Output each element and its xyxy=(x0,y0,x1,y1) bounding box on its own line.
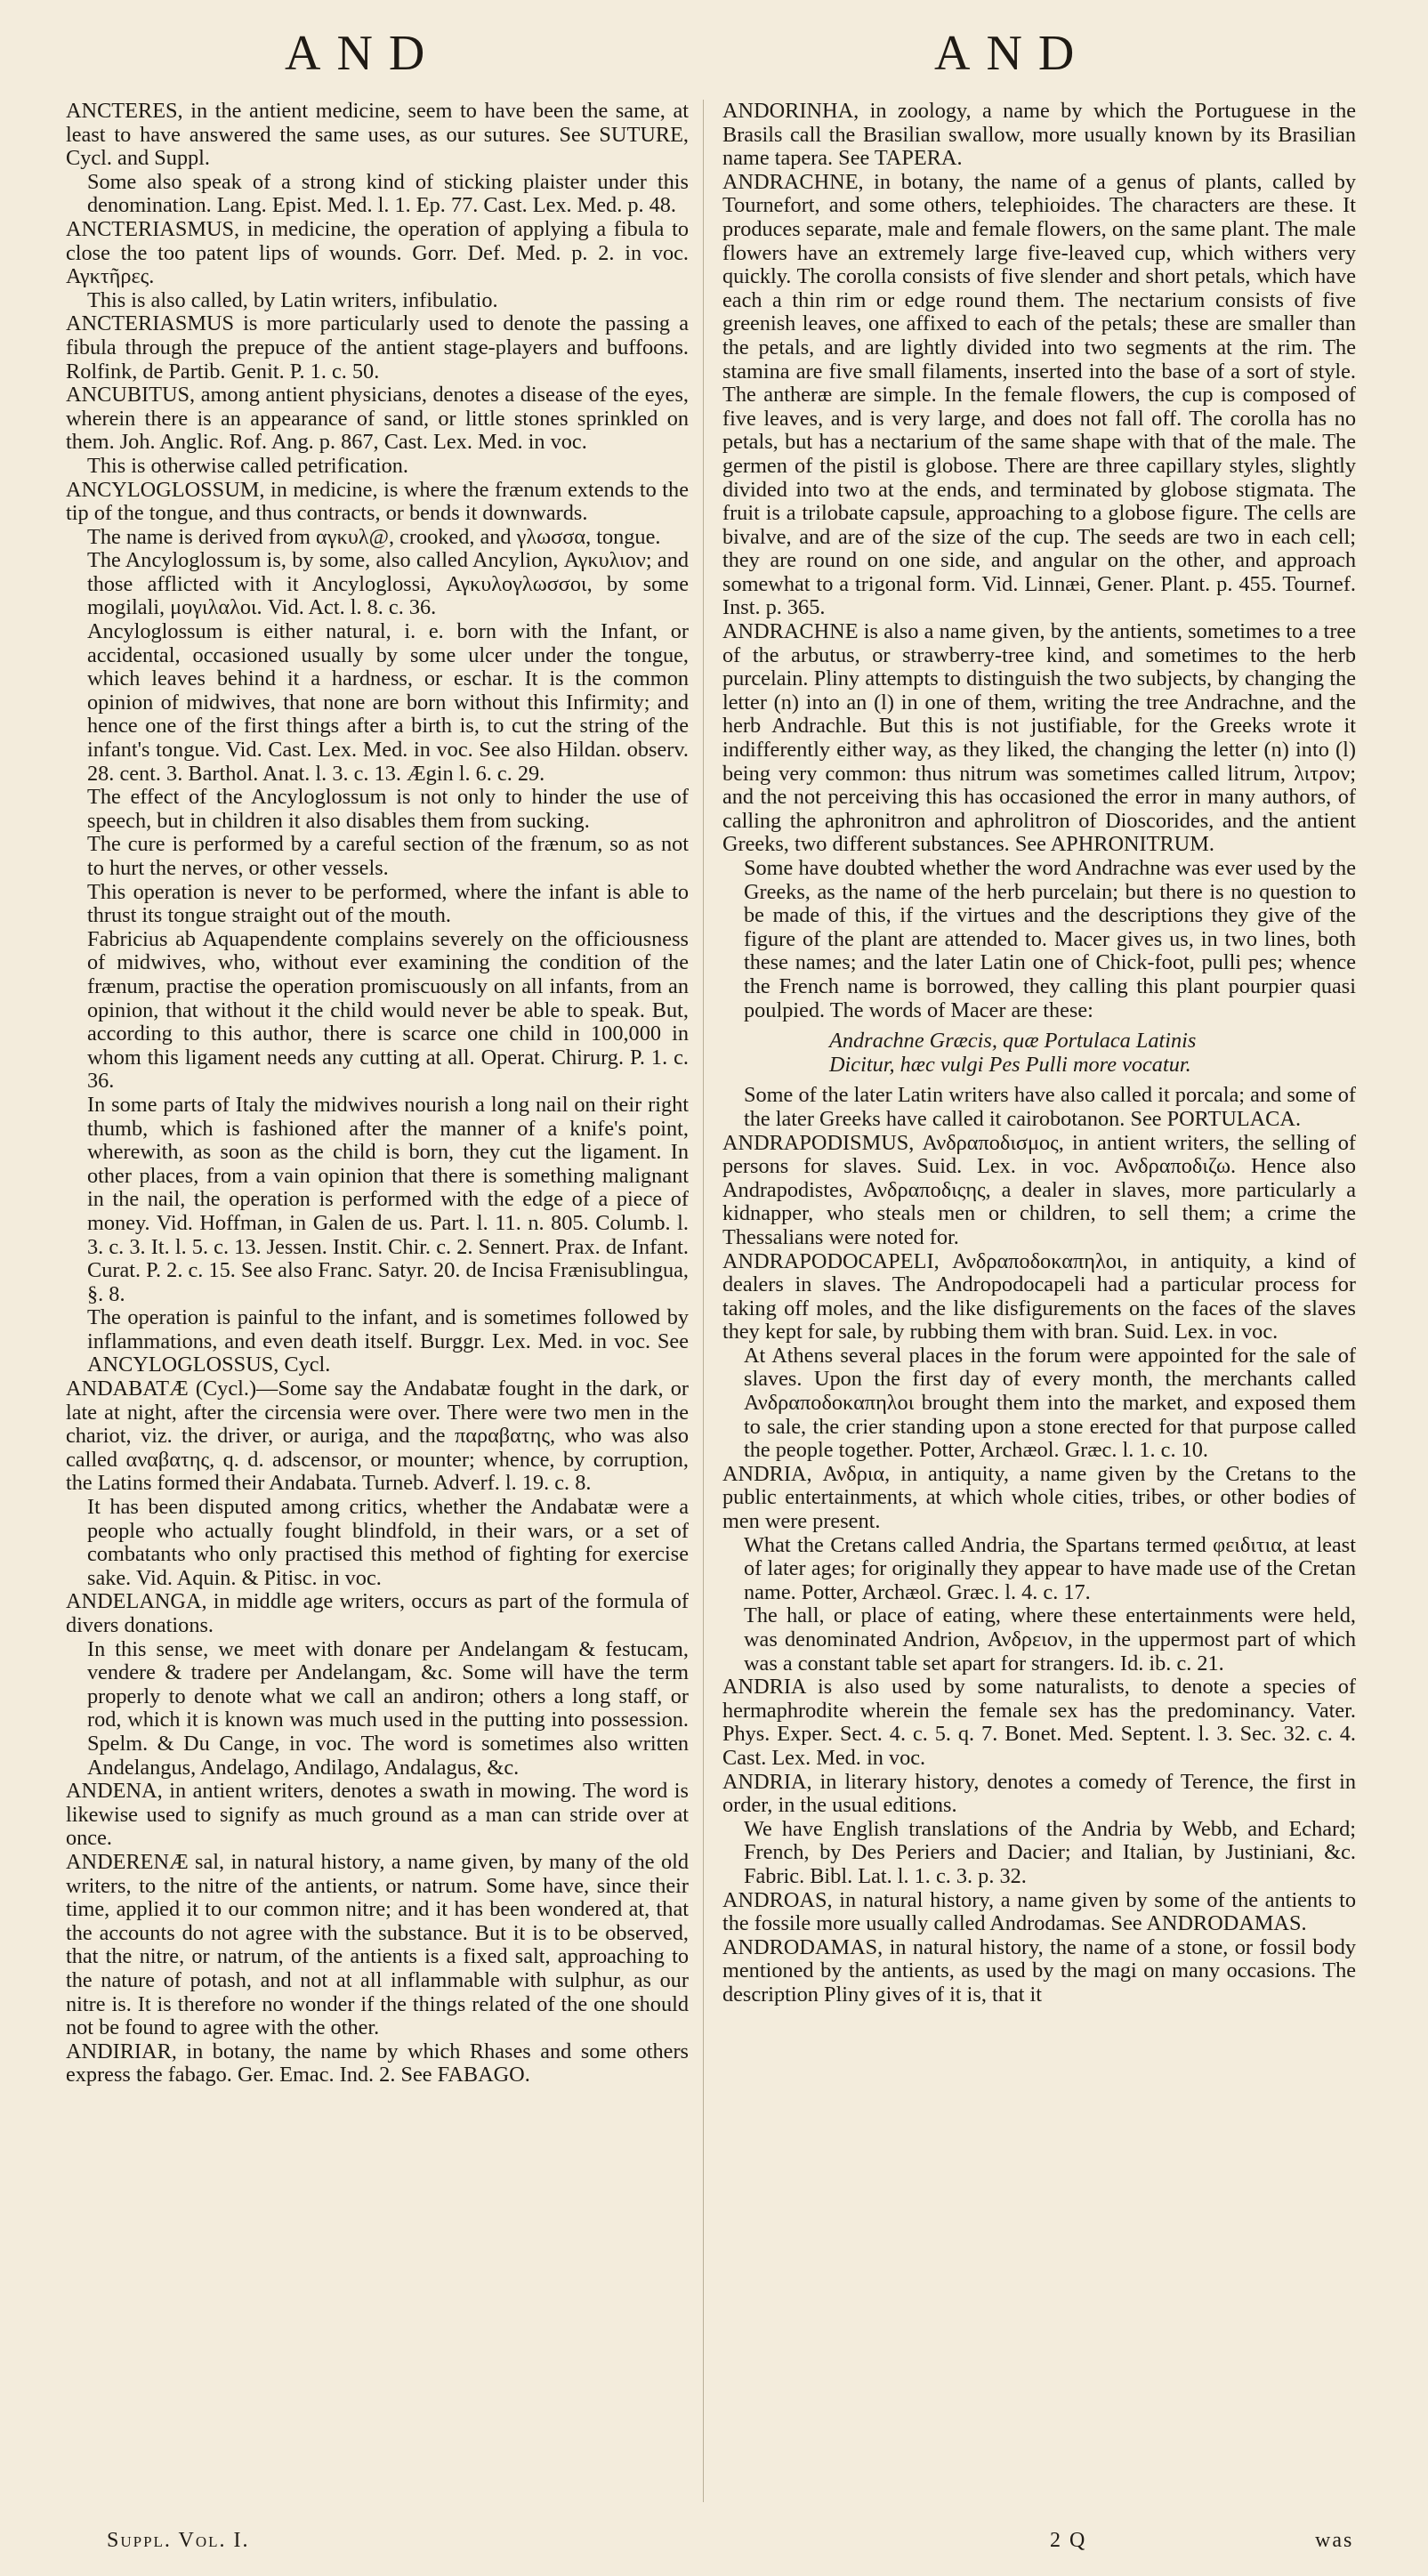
verse-line: Dicitur, hæc vulgi Pes Pulli more vocatur. xyxy=(829,1052,1191,1077)
entry-paragraph: Some have doubted whether the word Andrachne was ever used by the Greeks, as the name of the herb purcelain; but there is no question to be made of this, if the virtues and the descriptions they give of the figure of the plant are attended to. Macer gives us, in two lines, both these names; and the later Latin one of Chick-foot, pulli pes; whence the French name is borrowed, they calling this plant pourpier quasi poulpied. The words of Macer are these: xyxy=(744,856,1356,1022)
entry-paragraph: Some of the later Latin writers have also called it porcala; and some of the later Greeks have called it cairobotanon. See PORTULACA. xyxy=(744,1083,1356,1131)
entry-paragraph: Some also speak of a strong kind of sticking plaister under this denomination. Lang. Epist. Med. l. 1. Ep. 77. Cast. Lex. Med. p. 48. xyxy=(87,169,689,218)
left-column xyxy=(66,100,689,2502)
entry-paragraph: This operation is never to be performed, where the infant is able to thrust its tongue straight out of the mouth. xyxy=(87,879,689,928)
entry-androas: ANDROAS, in natural history, a name given by some of the antients to the fossile more usually called Androdamas. See ANDRODAMAS. xyxy=(722,1887,1356,1936)
entry-andena: ANDENA, in antient writers, denotes a swath in mowing. The word is likewise used to signify as much ground as a man can stride over at once. xyxy=(66,1779,689,1851)
entry-andrachne-2: ANDRACHNE is also a name given, by the antients, sometimes to a tree of the arbutus, or strawberry-tree kind, and sometimes to the herb purcelain. Pliny attempts to distinguish the two subjects, by changing the letter (n) into an (l) in one of them, writing the tree Andrachne, and the herb Andrachle. But this is not justifiable, for the Greeks wrote it indifferently either way, as they liked, the changing the letter (n) into (l) being very common: thus nitrum was sometimes called litrum, λιτρον; and the not perceiving this has occasioned the error in many authors, of calling the aphronitron and aphrolitron of Dioscorides, and the antient Greeks, two different substances. See APHRONITRUM. xyxy=(722,619,1356,857)
entry-andelanga: ANDELANGA, in middle age writers, occurs as part of the formula of divers donations. xyxy=(66,1589,689,1637)
verse-quotation xyxy=(722,1030,1356,1077)
column-divider xyxy=(703,100,704,2502)
entry-paragraph: The hall, or place of eating, where these entertainments were held, was denominated Andrion, Ανδρειον, in the uppermost part of which was a constant table set apart for strangers. Id. ib. c. 21. xyxy=(744,1603,1356,1676)
entry-andria: ANDRIA, Ανδρια, in antiquity, a name given by the Cretans to the public entertainments, at which whole cities, tribes, or other bodies of men were present. xyxy=(722,1461,1356,1534)
entry-paragraph: Fabricius ab Aquapendente complains severely on the officiousness of midwives, who, without ever examining the condition of the frænum, practise the operation promiscuously on all infants, from an opinion, that without it the child would never be able to speak. But, according to this author, there is scarce one child in 100,000 in whom this ligament needs any cutting at all. Operat. Chirurg. P. 1. c. 36. xyxy=(87,926,689,1094)
entry-paragraph: The operation is painful to the infant, and is sometimes followed by inflammations, and even death itself. Burggr. Lex. Med. in voc. See ANCYLOGLOSSUS, Cycl. xyxy=(87,1305,689,1377)
entry-ancyloglossum: ANCYLOGLOSSUM, in medicine, is where the frænum extends to the tip of the tongue, and thus contracts, or bends it downwards. xyxy=(66,477,689,526)
entry-andabatae: ANDABATÆ (Cycl.)—Some say the Andabatæ fought in the dark, or late at night, after the circensia were over. There were two men in the chariot, viz. the driver, or auriga, and the παραβατης, who was also called αναβατης, q. d. adscensor, or mounter; whence, by corruption, the Latins formed their Andabata. Turneb. Adverf. l. 19. c. 8. xyxy=(66,1377,689,1496)
entry-paragraph: In this sense, we meet with donare per Andelangam & festucam, vendere & tradere per Andelangam, &c. Some will have the term properly to denote what we call an andiron; others a long staff, or rod, which it is known was much used in the putting into possession. Spelm. & Du Cange, in voc. The word is sometimes also written Andelangus, Andelago, Andilago, Andalagus, &c. xyxy=(87,1636,689,1780)
entry-paragraph: What the Cretans called Andria, the Spartans termed φειδιτια, at least of later ages; for originally they appear to have made use of the Cretan name. Potter, Archæol. Græc. l. 4. c. 17. xyxy=(744,1532,1356,1604)
signature-mark: 2 Q xyxy=(1050,2529,1087,2552)
entry-andrapodismus: ANDRAPODISMUS, Ανδραποδισμος, in antient writers, the selling of persons for slaves. Suid. Lex. in voc. Ανδραποδιζω. Hence also Andrapodistes, Ανδραποδιςης, a dealer in slaves, more particularly a kidnapper, who steals men or children, to sell them; a crime the Thessalians were noted for. xyxy=(722,1130,1356,1249)
running-head-left: AND xyxy=(285,26,441,81)
entry-paragraph: The name is derived from αγκυλ@, crooked, and γλωσσα, tongue. xyxy=(87,524,661,549)
verse-line: Andrachne Græcis, quæ Portulaca Latinis xyxy=(829,1029,1197,1054)
entry-androdamas: ANDRODAMAS, in natural history, the name of a stone, or fossil body mentioned by the antients, as used by the magi on many occasions. The description Pliny gives of it is, that it xyxy=(722,1934,1356,2007)
entry-paragraph: This is otherwise called petrification. xyxy=(87,453,408,478)
right-column xyxy=(722,100,1356,2502)
entry-andorinha: ANDORINHA, in zoology, a name by which the Portuguese in the Brasils call the Brasilian swallow, more usually known by its Brasilian name tapera. See TAPERA. xyxy=(722,100,1356,171)
catchword: was xyxy=(1315,2529,1354,2552)
entry-paragraph: We have English translations of the Andria by Webb, and Echard; French, by Des Periers and Dacier; and Italian, by Justiniani, &c. Fabric. Bibl. Lat. l. 1. c. 3. p. 32. xyxy=(744,1816,1356,1888)
entry-paragraph: It has been disputed among critics, whether the Andabatæ were a people who actually fought blindfold, in their wars, or a set of combatants who only practised this method of fighting for exercise sake. Vid. Aquin. & Pitisc. in voc. xyxy=(87,1495,689,1590)
entry-paragraph: The cure is performed by a careful section of the frænum, so as not to hurt the nerves, or other vessels. xyxy=(87,832,689,880)
entry-ancteres: ANCTERES, in the antient medicine, seem to have been the same, at least to have answered the same uses, as our sutures. See SUTURE, Cycl. and Suppl. xyxy=(66,100,689,171)
entry-paragraph: This is also called, by Latin writers, infibulatio. xyxy=(87,287,498,312)
entry-paragraph: In some parts of Italy the midwives nourish a long nail on their right thumb, which is fashioned after the manner of a knife's point, wherewith, as soon as the child is born, they cut the ligament. In other places, from a vain opinion that there is something malignant in the nail, the operation is performed with the edge of a piece of money. Vid. Hoffman, in Galen de us. Part. l. 11. n. 805. Columb. l. 3. c. 3. It. l. 5. c. 13. Jessen. Instit. Chir. c. 2. Sennert. Prax. de Infant. Curat. P. 2. c. 15. See also Franc. Satyr. 20. de Incisa Frænisublingua, §. 8. xyxy=(87,1092,689,1306)
entry-ancubitus: ANCUBITUS, among antient physicians, denotes a disease of the eyes, wherein there is an appearance of sand, or little stones sprinkled on them. Joh. Anglic. Rof. Ang. p. 867, Cast. Lex. Med. in voc. xyxy=(66,383,689,455)
entry-andria-3: ANDRIA, in literary history, denotes a comedy of Terence, the first in order, in the usual editions. xyxy=(722,1769,1356,1818)
entry-anderenae: ANDERENÆ sal, in natural history, a name given, by many of the old writers, to the nitre of the antients, or natrum. Some have, since their time, applied it to our common nitre; and it has been wondered at, that the accounts do not agree with the substance. But it is to be observed, that the nitre, or natrum, of the antients is a fixed salt, approaching to the nature of potash, and not at all inflammable with sulphur, as our nitre is. It is therefore no wonder if the things related of the one should not be found to agree with the other. xyxy=(66,1849,689,2040)
entry-ancteriasmus-2: ANCTERIASMUS is more particularly used to denote the passing a fibula through the prepuce of the antient stage-players and buffoons. Rolfink, de Partib. Genit. P. 1. c. 50. xyxy=(66,311,689,384)
entry-andria-2: ANDRIA is also used by some naturalists, to denote a species of hermaphrodite wherein the female sex has the predominancy. Vater. Phys. Exper. Sect. 4. c. 5. q. 7. Bonet. Med. Septent. l. 3. Sec. 32. c. 4. Cast. Lex. Med. in voc. xyxy=(722,1675,1356,1770)
entry-andrapodocapeli: ANDRAPODOCAPELI, Ανδραποδοκαπηλοι, in antiquity, a kind of dealers in slaves. The Andropodocapeli had a particular process for taking off moles, and the like disfigurements on the faces of the slaves they kept for sale, by rubbing them with bran. Suid. Lex. in voc. xyxy=(722,1248,1356,1345)
running-head-right: AND xyxy=(934,26,1091,81)
entry-paragraph: The effect of the Ancyloglossum is not only to hinder the use of speech, but in children it also disables them from sucking. xyxy=(87,785,689,833)
entry-andiriar: ANDIRIAR, in botany, the name by which Rhases and some others express the fabago. Ger. Emac. Ind. 2. See FABAGO. xyxy=(66,2039,689,2087)
entry-paragraph: At Athens several places in the forum were appointed for the sale of slaves. Upon the first day of every month, the merchants called Ανδραποδοκαπηλοι brought them into the market, and exposed them to sale, the crier standing upon a stone erected for that purpose called the people together. Potter, Archæol. Græc. l. 1. c. 10. xyxy=(744,1343,1356,1463)
entry-paragraph: The Ancyloglossum is, by some, also called Ancylion, Αγκυλιον; and those afflicted with it Ancyloglossi, Αγκυλογλωσσοι, by some mogilali, μογιλαλοι. Vid. Act. l. 8. c. 36. xyxy=(87,548,689,620)
entry-andrachne: ANDRACHNE, in botany, the name of a genus of plants, called by Tournefort, and some others, telephioides. The characters are these. It produces separate, male and female flowers, on the same plant. The male flowers have an extremely large five-leaved cup, which withers very quickly. The corolla consists of five slender and short petals, which have each a thin rim or edge round them. The nectarium consists of five greenish leaves, one affixed to each of the petals; these are smaller than the petals, and are lightly divided into two segments at the rim. The stamina are five small filaments, inserted into the base of a sort of style. The antheræ are simple. In the female flowers, the cup is composed of five leaves, and is very large, and does not fall off. The corolla has no petals, but has a nectarium of the same shape with that of the male. The germen of the pistil is globose. There are three capillary styles, slightly divided into two at the ends, and terminated by globose stigmata. The fruit is a trilobate capsule, approaching to a globose figure. The cells are bivalve, and are of the size of the cup. The seeds are two in each cell; they are round on one side, and angular on the other, and approach somewhat to a trigonal form. Vid. Linnæi, Gener. Plant. p. 455. Tournef. Inst. p. 365. xyxy=(722,169,1356,620)
entry-ancteriasmus: ANCTERIASMUS, in medicine, the operation of applying a fibula to close the too patent lips of wounds. Gorr. Def. Med. p. 2. in voc. Αγκτῆρες. xyxy=(66,216,689,289)
entry-paragraph: Ancyloglossum is either natural, i. e. born with the Infant, or accidental, occasioned usually by some ulcer under the tongue, which leaves behind it a hardness, or eschar. It is the common opinion of midwives, that none are born without this Infirmity; and hence one of the first things after a birth is, to cut the string of the infant's tongue. Vid. Cast. Lex. Med. in voc. See also Hildan. observ. 28. cent. 3. Barthol. Anat. l. 3. c. 13. Ægin l. 6. c. 29. xyxy=(87,619,689,786)
volume-footer: Suppl. Vol. I. xyxy=(107,2529,250,2552)
